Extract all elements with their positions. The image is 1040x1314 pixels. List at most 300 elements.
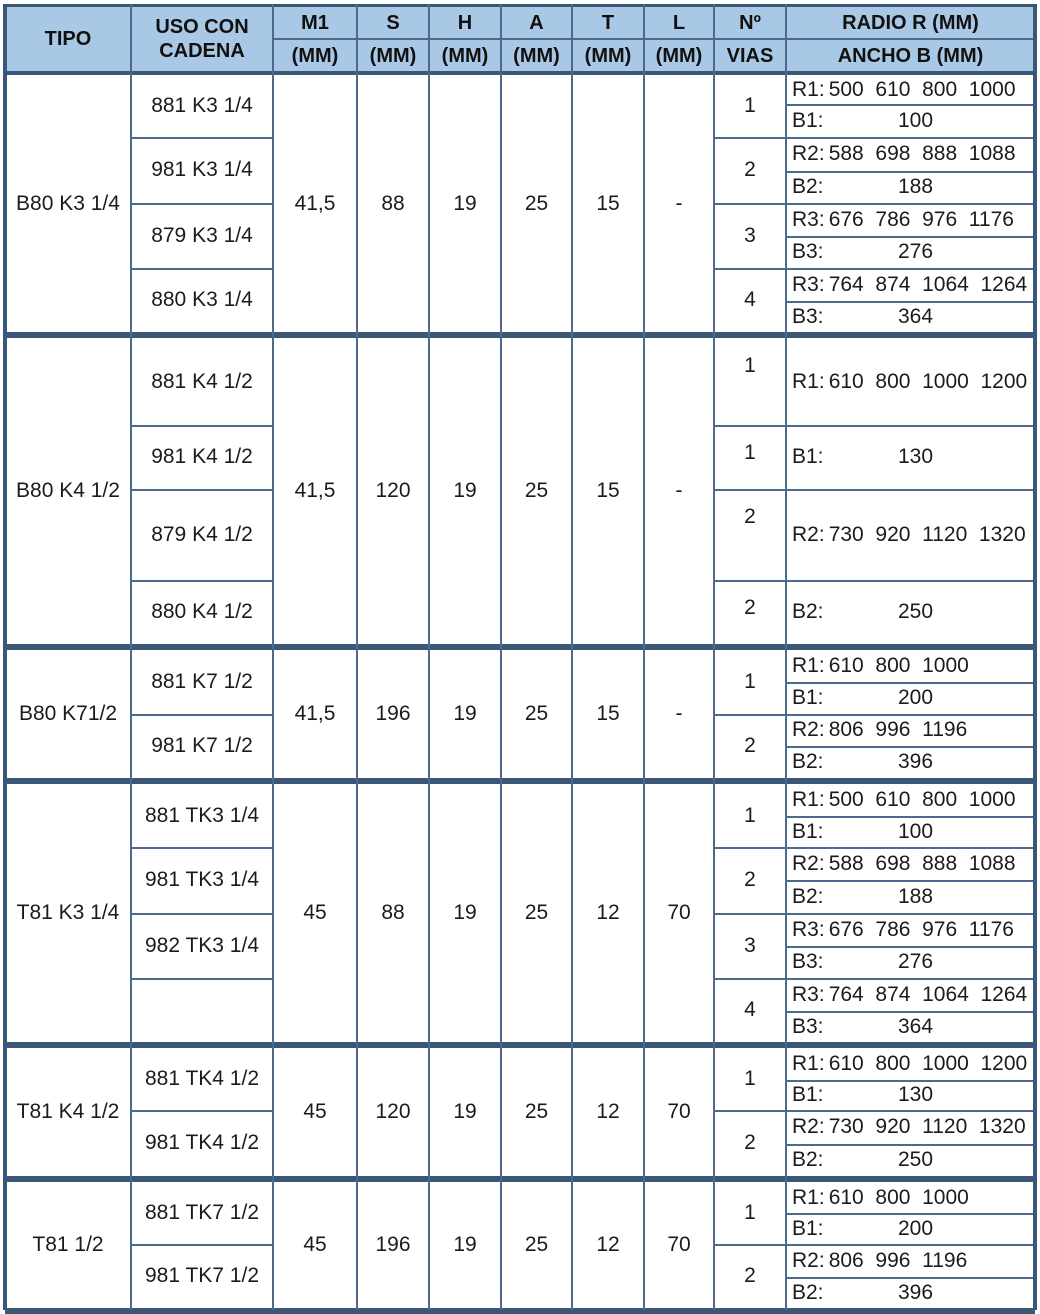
col-header-a-unit <box>501 39 572 72</box>
radio-label: R1: <box>792 369 825 393</box>
group-2-vias-2 <box>714 425 786 489</box>
group-2-radio-divider <box>786 425 1035 427</box>
group-4-radio-cell-3 <box>786 847 1035 880</box>
group-1-radio-cell-7 <box>786 268 1035 301</box>
group-6-s <box>357 1182 429 1308</box>
col-header-a <box>501 6 572 39</box>
group-1-radio-cell-5 <box>786 203 1035 236</box>
group-1-radio-entry-3 <box>792 142 1035 166</box>
group-2-vias-1-text: 1 <box>744 354 756 377</box>
radio-label: R1: <box>792 1185 825 1209</box>
column-line <box>643 4 645 1310</box>
group-3-chain-2 <box>131 714 273 778</box>
group-1-vias-3 <box>714 203 786 268</box>
group-4-radio-divider <box>786 880 1035 882</box>
group-6-radio-divider <box>786 1277 1035 1279</box>
radio-label: R2: <box>792 1248 825 1272</box>
radio-label: B2: <box>792 600 824 623</box>
radio-label: B1: <box>792 108 824 132</box>
col-header-ancho <box>786 39 1035 72</box>
group-2-chain-4 <box>131 580 273 644</box>
col-header-tipo <box>5 6 131 72</box>
group-1-tipo-text: B80 K3 1/4 <box>16 191 120 215</box>
group-3-radio-entry-1 <box>792 654 1035 678</box>
group-2-a-text: 25 <box>524 479 549 502</box>
group-2-chain-divider <box>131 489 273 491</box>
radio-values: 250 <box>898 1148 934 1171</box>
group-2-m1-text: 41,5 <box>294 479 336 502</box>
radio-values: 730 920 1120 1320 <box>828 1115 1026 1138</box>
group-1-radio-divider <box>786 236 1035 238</box>
radio-values: 806 996 1196 <box>828 718 968 741</box>
group-1-vias-4-text: 4 <box>744 288 756 311</box>
group-1-radio-divider <box>786 301 1035 303</box>
group-3-radio-cell-3 <box>786 714 1035 746</box>
group-6-radio-cell-1 <box>786 1182 1035 1213</box>
radio-values: 676 786 976 1176 <box>828 207 1014 231</box>
header-unit-text: (MM) <box>369 44 417 67</box>
column-line <box>500 4 502 1310</box>
group-2-vias-divider <box>714 425 786 427</box>
group-6-s-text: 196 <box>375 1233 411 1256</box>
group-1-vias-divider <box>714 268 786 270</box>
group-2-chain-3 <box>131 489 273 580</box>
group-5-m1 <box>273 1048 357 1176</box>
group-3-t-text: 15 <box>596 702 620 725</box>
group-3-vias-2-text: 2 <box>744 734 756 757</box>
radio-values: 610 800 1000 <box>828 1185 969 1209</box>
group-4-radio-entry-6 <box>792 950 1035 974</box>
group-3-radio-cell-4 <box>786 746 1035 778</box>
group-2-vias-3-text: 2 <box>744 505 756 528</box>
group-2-h-text: 19 <box>453 479 477 502</box>
group-2-radio-cell-4 <box>786 580 1035 644</box>
group-3-chain-1 <box>131 650 273 714</box>
group-1-radio-divider <box>786 268 1035 270</box>
group-3-radio-entry-2 <box>792 686 1035 710</box>
group-4-l <box>644 784 714 1042</box>
col-header-m1 <box>273 6 357 39</box>
header-unit-text: (MM) <box>291 44 339 67</box>
group-2-h <box>429 338 501 644</box>
group-4-radio-cell-1 <box>786 784 1035 816</box>
group-1-chain-3-text: 879 K3 1/4 <box>151 223 253 247</box>
group-6-m1-text: 45 <box>303 1233 327 1256</box>
group-5-chain-2-text: 981 TK4 1/2 <box>144 1131 260 1154</box>
group-2-tipo <box>5 338 131 644</box>
radio-values: 588 698 888 1088 <box>828 142 1016 165</box>
group-5-t-text: 12 <box>596 1100 620 1123</box>
group-6-h <box>429 1182 501 1308</box>
group-1-chain-2-text: 981 K3 1/4 <box>151 158 253 181</box>
group-1-radio-entry-1 <box>792 78 1035 102</box>
group-5-radio-cell-3 <box>786 1110 1035 1144</box>
radio-values: 130 <box>898 445 934 468</box>
group-4-radio-entry-3 <box>792 852 1035 876</box>
group-5-chain-1-text: 881 TK4 1/2 <box>144 1067 260 1090</box>
group-5-radio-divider <box>786 1080 1035 1082</box>
radio-values: 200 <box>898 686 934 709</box>
group-4-chain-2-text: 981 TK3 1/4 <box>144 868 260 891</box>
group-1-vias-1-text: 1 <box>744 94 756 117</box>
group-4-vias-divider <box>714 913 786 915</box>
group-4-radio-divider <box>786 946 1035 948</box>
header-m1-text: M1 <box>301 11 329 34</box>
group-3-radio-cell-2 <box>786 682 1035 714</box>
group-3-a-text: 25 <box>524 702 549 725</box>
group-6-h-text: 19 <box>453 1233 477 1256</box>
header-unit-text: (MM) <box>513 44 560 67</box>
radio-values: 100 <box>898 819 934 843</box>
radio-label: R3: <box>792 207 825 231</box>
group-5-l-text: 70 <box>667 1100 691 1123</box>
group-3-vias-2 <box>714 714 786 778</box>
group-6-vias-2-text: 2 <box>744 1264 756 1287</box>
group-4-radio-cell-8 <box>786 1011 1035 1042</box>
group-3-radio-entry-3 <box>792 718 1035 742</box>
group-2-radio-divider <box>786 580 1035 582</box>
group-1-chain-4 <box>131 268 273 332</box>
group-4-chain-1 <box>131 784 273 847</box>
radio-label: B2: <box>792 175 824 198</box>
group-4-tipo-text: T81 K3 1/4 <box>16 901 120 924</box>
group-2-radio-entry-3 <box>792 523 1035 547</box>
radio-label: B3: <box>792 304 824 328</box>
col-header-m1-unit <box>273 39 357 72</box>
radio-label: B1: <box>792 686 824 709</box>
group-3-s-text: 196 <box>375 702 411 725</box>
group-1-chain-3 <box>131 203 273 268</box>
group-2-chain-2 <box>131 425 273 489</box>
group-6-vias-2 <box>714 1244 786 1308</box>
group-5-radio-entry-2 <box>792 1083 1035 1107</box>
header-h-text: H <box>457 11 473 34</box>
radio-label: B1: <box>792 1083 824 1106</box>
group-4-radio-entry-8 <box>792 1015 1035 1039</box>
group-2-m1 <box>273 338 357 644</box>
group-1-chain-divider <box>131 137 273 139</box>
header-mid-divider <box>273 38 1035 40</box>
group-5-radio-divider <box>786 1144 1035 1146</box>
group-2-chain-4-text: 880 K4 1/2 <box>151 600 253 623</box>
radio-values: 500 610 800 1000 <box>828 788 1016 811</box>
group-4-radio-divider <box>786 816 1035 818</box>
radio-values: 276 <box>898 240 934 263</box>
group-6-radio-entry-3 <box>792 1249 1035 1273</box>
group-4-h-text: 19 <box>453 901 477 924</box>
group-6-radio-entry-1 <box>792 1186 1035 1210</box>
group-4-chain-divider <box>131 913 273 915</box>
group-4-vias-4 <box>714 978 786 1042</box>
radio-label: B3: <box>792 950 824 973</box>
group-6-radio-cell-3 <box>786 1244 1035 1277</box>
group-1-chain-1-text: 881 K3 1/4 <box>151 94 253 117</box>
group-3-t <box>572 650 644 778</box>
group-2-vias-3 <box>714 489 786 580</box>
radio-values: 364 <box>898 1014 934 1038</box>
radio-label: R2: <box>792 851 825 875</box>
group-4-a <box>501 784 572 1042</box>
group-1-radio-entry-5 <box>792 208 1035 232</box>
group-6-radio-entry-2 <box>792 1217 1035 1241</box>
group-4-radio-entry-5 <box>792 918 1035 942</box>
group-4-vias-2-text: 2 <box>744 868 756 891</box>
col-header-h <box>429 6 501 39</box>
header-unit-text: (MM) <box>655 44 703 67</box>
group-6-vias-divider <box>714 1244 786 1246</box>
col-header-l-unit <box>644 39 714 72</box>
radio-label: B1: <box>792 819 824 843</box>
group-6-l-text: 70 <box>667 1233 691 1256</box>
group-5-radio-cell-1 <box>786 1048 1035 1080</box>
column-line <box>1033 4 1037 1310</box>
table-top-border <box>5 4 1035 7</box>
group-5-a-text: 25 <box>524 1100 549 1123</box>
group-4-tipo <box>5 784 131 1042</box>
radio-values: 396 <box>898 750 934 773</box>
group-1-t-text: 15 <box>596 191 620 215</box>
group-3-h-text: 19 <box>453 702 477 725</box>
group-2-radio-divider <box>786 489 1035 491</box>
group-6-chain-1-text: 881 TK7 1/2 <box>144 1201 260 1224</box>
group-1-chain-4-text: 880 K3 1/4 <box>151 288 253 311</box>
group-2-l-text: - <box>675 479 683 502</box>
group-2-vias-4-text: 2 <box>744 596 756 619</box>
group-1-t <box>572 75 644 332</box>
group-3-chain-1-text: 881 K7 1/2 <box>151 670 253 693</box>
group-5-chain-2 <box>131 1110 273 1176</box>
radio-values: 610 800 1000 1200 <box>828 369 1028 393</box>
radio-values: 200 <box>898 1216 934 1240</box>
group-4-vias-2 <box>714 847 786 913</box>
group-6-tipo-text: T81 1/2 <box>32 1233 104 1256</box>
group-1-radio-cell-6 <box>786 236 1035 268</box>
header-uso-line2: CADENA <box>159 40 245 62</box>
group-5-vias-1 <box>714 1048 786 1110</box>
col-header-t-unit <box>572 39 644 72</box>
col-header-radio <box>786 6 1035 39</box>
group-3-l-text: - <box>675 702 683 725</box>
group-1-vias-2-text: 2 <box>744 158 756 181</box>
group-6-t-text: 12 <box>596 1233 620 1256</box>
group-6-a <box>501 1182 572 1308</box>
group-1-l <box>644 75 714 332</box>
col-header-s-unit <box>357 39 429 72</box>
group-2-tipo-text: B80 K4 1/2 <box>16 479 120 502</box>
group-6-a-text: 25 <box>524 1233 549 1256</box>
group-6-m1 <box>273 1182 357 1308</box>
group-2-radio-entry-2 <box>792 445 1035 469</box>
radio-label: R2: <box>792 522 825 546</box>
group-1-chain-2 <box>131 137 273 203</box>
group-1-h-text: 19 <box>453 191 477 215</box>
header-ancho-text: ANCHO B (MM) <box>837 44 984 67</box>
group-2-vias-2-text: 1 <box>744 441 756 464</box>
group-1-h <box>429 75 501 332</box>
column-line <box>428 4 430 1310</box>
group-4-vias-divider <box>714 847 786 849</box>
col-header-n <box>714 6 786 39</box>
group-3-vias-1-text: 1 <box>744 670 756 693</box>
group-2-l <box>644 338 714 644</box>
group-4-vias-1 <box>714 784 786 847</box>
group-4-chain-3-text: 982 TK3 1/4 <box>144 933 260 957</box>
group-3-radio-divider <box>786 714 1035 716</box>
group-2-s-text: 120 <box>375 479 411 502</box>
group-2-chain-1 <box>131 338 273 425</box>
col-header-vias <box>714 39 786 72</box>
group-1-radio-cell-8 <box>786 301 1035 332</box>
radio-values: 610 800 1000 1200 <box>828 1052 1028 1075</box>
group-3-radio-divider <box>786 682 1035 684</box>
group-6-bottom-border <box>5 1308 1035 1314</box>
column-line <box>272 4 274 1310</box>
group-1-vias-2 <box>714 137 786 203</box>
group-4-chain-4 <box>131 978 273 1042</box>
header-bottom-border <box>5 71 1035 75</box>
group-5-l <box>644 1048 714 1176</box>
group-6-chain-1 <box>131 1182 273 1244</box>
radio-values: 396 <box>898 1280 934 1304</box>
group-2-t-text: 15 <box>596 479 620 502</box>
radio-values: 676 786 976 1176 <box>828 917 1014 941</box>
group-4-s <box>357 784 429 1042</box>
group-1-radio-cell-1 <box>786 75 1035 104</box>
group-2-vias-divider <box>714 489 786 491</box>
radio-label: R2: <box>792 718 825 741</box>
group-6-radio-cell-2 <box>786 1213 1035 1244</box>
radio-label: B2: <box>792 884 824 908</box>
group-5-radio-entry-4 <box>792 1148 1035 1172</box>
group-4-radio-cell-2 <box>786 816 1035 847</box>
radio-values: 100 <box>898 108 934 132</box>
group-3-radio-entry-4 <box>792 750 1035 774</box>
header-a-text: A <box>529 11 544 34</box>
group-1-s <box>357 75 429 332</box>
group-1-radio-entry-7 <box>792 273 1035 297</box>
group-1-radio-divider <box>786 104 1035 106</box>
group-1-radio-cell-3 <box>786 137 1035 171</box>
radio-values: 610 800 1000 <box>828 654 969 677</box>
group-6-chain-2 <box>131 1244 273 1308</box>
radio-label: R3: <box>792 982 825 1006</box>
group-3-chain-2-text: 981 K7 1/2 <box>151 734 253 757</box>
group-6-vias-1-text: 1 <box>744 1201 756 1224</box>
column-line <box>130 4 132 1310</box>
group-2-chain-divider <box>131 580 273 582</box>
radio-label: R3: <box>792 272 825 296</box>
group-1-radio-entry-2 <box>792 109 1035 133</box>
group-3-vias-divider <box>714 714 786 716</box>
group-6-radio-divider <box>786 1213 1035 1215</box>
header-unit-text: (MM) <box>441 44 489 67</box>
group-5-radio-divider <box>786 1110 1035 1112</box>
group-2-vias-4 <box>714 580 786 644</box>
group-4-radio-cell-4 <box>786 880 1035 913</box>
group-4-m1 <box>273 784 357 1042</box>
group-5-s-text: 120 <box>375 1100 411 1123</box>
radio-values: 806 996 1196 <box>828 1248 968 1272</box>
group-5-tipo <box>5 1048 131 1176</box>
group-4-vias-1-text: 1 <box>744 803 756 827</box>
radio-values: 188 <box>898 175 934 198</box>
group-5-radio-entry-3 <box>792 1115 1035 1139</box>
group-2-vias-divider <box>714 580 786 582</box>
header-unit-text: (MM) <box>584 44 632 67</box>
radio-label: R2: <box>792 1115 825 1138</box>
group-4-h <box>429 784 501 1042</box>
group-2-radio-cell-1 <box>786 338 1035 425</box>
group-5-radio-cell-2 <box>786 1080 1035 1110</box>
radio-label: B3: <box>792 240 824 263</box>
group-5-h <box>429 1048 501 1176</box>
radio-values: 188 <box>898 884 934 908</box>
group-6-chain-2-text: 981 TK7 1/2 <box>144 1264 260 1287</box>
group-3-m1-text: 41,5 <box>294 702 336 725</box>
group-6-radio-cell-4 <box>786 1277 1035 1308</box>
group-4-radio-cell-6 <box>786 946 1035 978</box>
group-4-radio-divider <box>786 913 1035 915</box>
group-2-s <box>357 338 429 644</box>
col-header-t <box>572 6 644 39</box>
group-5-s <box>357 1048 429 1176</box>
group-4-chain-divider <box>131 847 273 849</box>
group-6-l <box>644 1182 714 1308</box>
radio-values: 588 698 888 1088 <box>828 851 1016 875</box>
group-1-radio-divider <box>786 171 1035 173</box>
group-1-radio-entry-6 <box>792 240 1035 264</box>
group-3-vias-1 <box>714 650 786 714</box>
group-2-radio-entry-4 <box>792 600 1035 624</box>
group-1-vias-divider <box>714 203 786 205</box>
group-5-radio-cell-4 <box>786 1144 1035 1176</box>
group-3-s <box>357 650 429 778</box>
radio-values: 364 <box>898 304 934 328</box>
group-4-radio-cell-7 <box>786 978 1035 1011</box>
radio-values: 730 920 1120 1320 <box>828 522 1026 546</box>
group-1-l-text: - <box>675 191 683 215</box>
group-1-vias-3-text: 3 <box>744 223 756 247</box>
group-3-h <box>429 650 501 778</box>
radio-values: 250 <box>898 600 934 623</box>
group-5-t <box>572 1048 644 1176</box>
group-4-vias-3 <box>714 913 786 978</box>
group-1-s-text: 88 <box>381 191 405 215</box>
group-1-vias-divider <box>714 137 786 139</box>
group-1-chain-divider <box>131 203 273 205</box>
radio-label: R2: <box>792 142 825 165</box>
group-3-radio-divider <box>786 746 1035 748</box>
group-5-m1-text: 45 <box>303 1100 327 1123</box>
header-tipo-text: TIPO <box>44 28 92 50</box>
group-4-t <box>572 784 644 1042</box>
group-4-radio-cell-5 <box>786 913 1035 946</box>
radio-values: 764 874 1064 1264 <box>828 272 1028 296</box>
group-5-vias-2-text: 2 <box>744 1131 756 1154</box>
radio-label: R1: <box>792 654 825 677</box>
group-6-chain-divider <box>131 1244 273 1246</box>
group-1-a-text: 25 <box>524 191 549 215</box>
group-3-tipo <box>5 650 131 778</box>
radio-values: 276 <box>898 950 934 973</box>
radio-label: R1: <box>792 1052 825 1075</box>
group-1-m1 <box>273 75 357 332</box>
group-1-radio-cell-2 <box>786 104 1035 137</box>
group-4-l-text: 70 <box>667 901 691 924</box>
group-5-a <box>501 1048 572 1176</box>
group-4-s-text: 88 <box>381 901 405 924</box>
radio-values: 764 874 1064 1264 <box>828 982 1028 1006</box>
